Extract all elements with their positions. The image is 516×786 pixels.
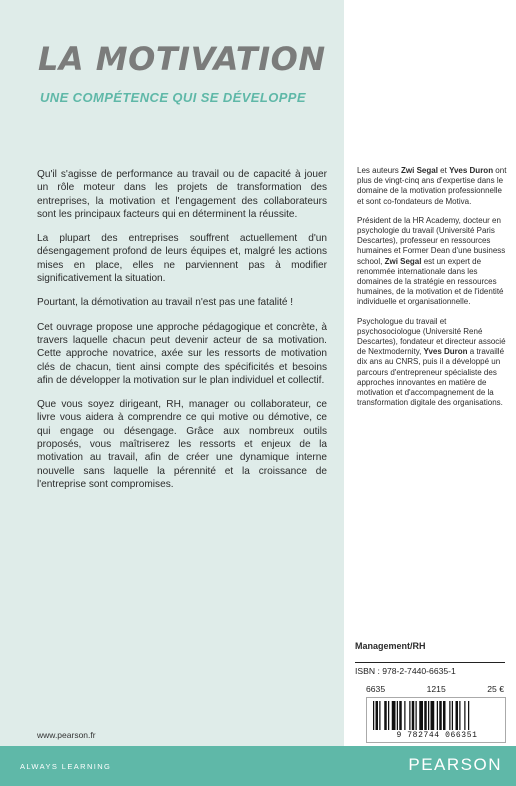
blurb-paragraph: Cet ouvrage propose une approche pédagogique et concrète, à travers laquelle chacun peut devenir acteur de sa motivation. Cette approche novatrice, axée sur les ressorts de motivation clés de chacun, tient ainsi compte des spécificités et besoins afin de développer la motivation sur le plan individuel et collectif. [37, 321, 327, 386]
book-subtitle: UNE COMPÉTENCE QUI SE DÉVELOPPE [40, 90, 306, 105]
blurb-paragraph: Pourtant, la démotivation au travail n'est pas une fatalité ! [37, 297, 294, 309]
author-bio-duron: Psychologue du travail et psychosociologue (Université René Descartes), fondateur et directeur associé de Nextmodernity, Yves Duron a travaillé dix ans au CNRS, puis il a développé un parcours d'entrepreneur spécialiste des approches innovantes en matière de motivation et d'accompagnement de la transformation digitale des organisations. [357, 316, 506, 408]
price: 25 € [487, 684, 504, 694]
author-biographies [357, 166, 507, 417]
isbn-text: ISBN : 978-2-7440-6635-1 [355, 666, 456, 676]
product-code: 6635 [366, 684, 386, 694]
barcode-number: 9 782744 066351 [396, 731, 478, 740]
footer-band [0, 746, 516, 786]
blurb-paragraph: Que vous soyez dirigeant, RH, manager ou collaborateur, ce livre vous aidera à comprendre ce qui motive ou démotive, ce qui engage ou désengage. Grâce aux nombreux outils proposés, vous maîtriserez les ressorts et enjeux de la motivation au travail, afin de créer une dynamique interne nouvelle sans laquelle la pérennité et la croissance de l'entreprise sont compromises. [37, 399, 327, 490]
book-title: LA MOTIVATION [38, 40, 326, 78]
author-bio-segal: Président de la HR Academy, docteur en psychologie du travail (Université Paris Descartes), professeur en ressources humaines et Former Dean d'une business school, Zwi Segal est un expert de renommée internationale dans les domaines de la stratégie en ressources humaines, de la motivation et de l'identité individuelle et organisationnelle. [357, 215, 506, 307]
edition-code: 1215 [426, 684, 446, 694]
blurb-paragraph: La plupart des entreprises souffrent actuellement d'un désengagement profond de leurs équipes et, malgré les actions mises en place, elles ne parviennent pas à modifier significativement la situation. [37, 233, 327, 285]
footer-tagline: ALWAYS LEARNING [20, 762, 112, 771]
publisher-logo: PEARSON [408, 755, 502, 774]
isbn-divider [355, 662, 505, 663]
price-codes [366, 684, 504, 694]
authors-intro: Les auteurs Zwi Segal et Yves Duron ont plus de vingt-cinq ans d'expertise dans le domaine de la motivation professionnelle et sont co-fondateurs de Motiva. [357, 166, 507, 206]
barcode [366, 697, 506, 743]
publisher-website: www.pearson.fr [37, 730, 96, 740]
collection-label: Management/RH [355, 641, 426, 651]
blurb-paragraph: Qu'il s'agisse de performance au travail ou de capacité à jouer un rôle moteur dans les projets de transformation des entreprises, la motivation et l'engagement des collaborateurs sont les principaux facteurs qui en déterminent la réussite. [37, 169, 327, 220]
back-cover-blurb [37, 168, 327, 502]
barcode-bars-icon [373, 701, 501, 730]
